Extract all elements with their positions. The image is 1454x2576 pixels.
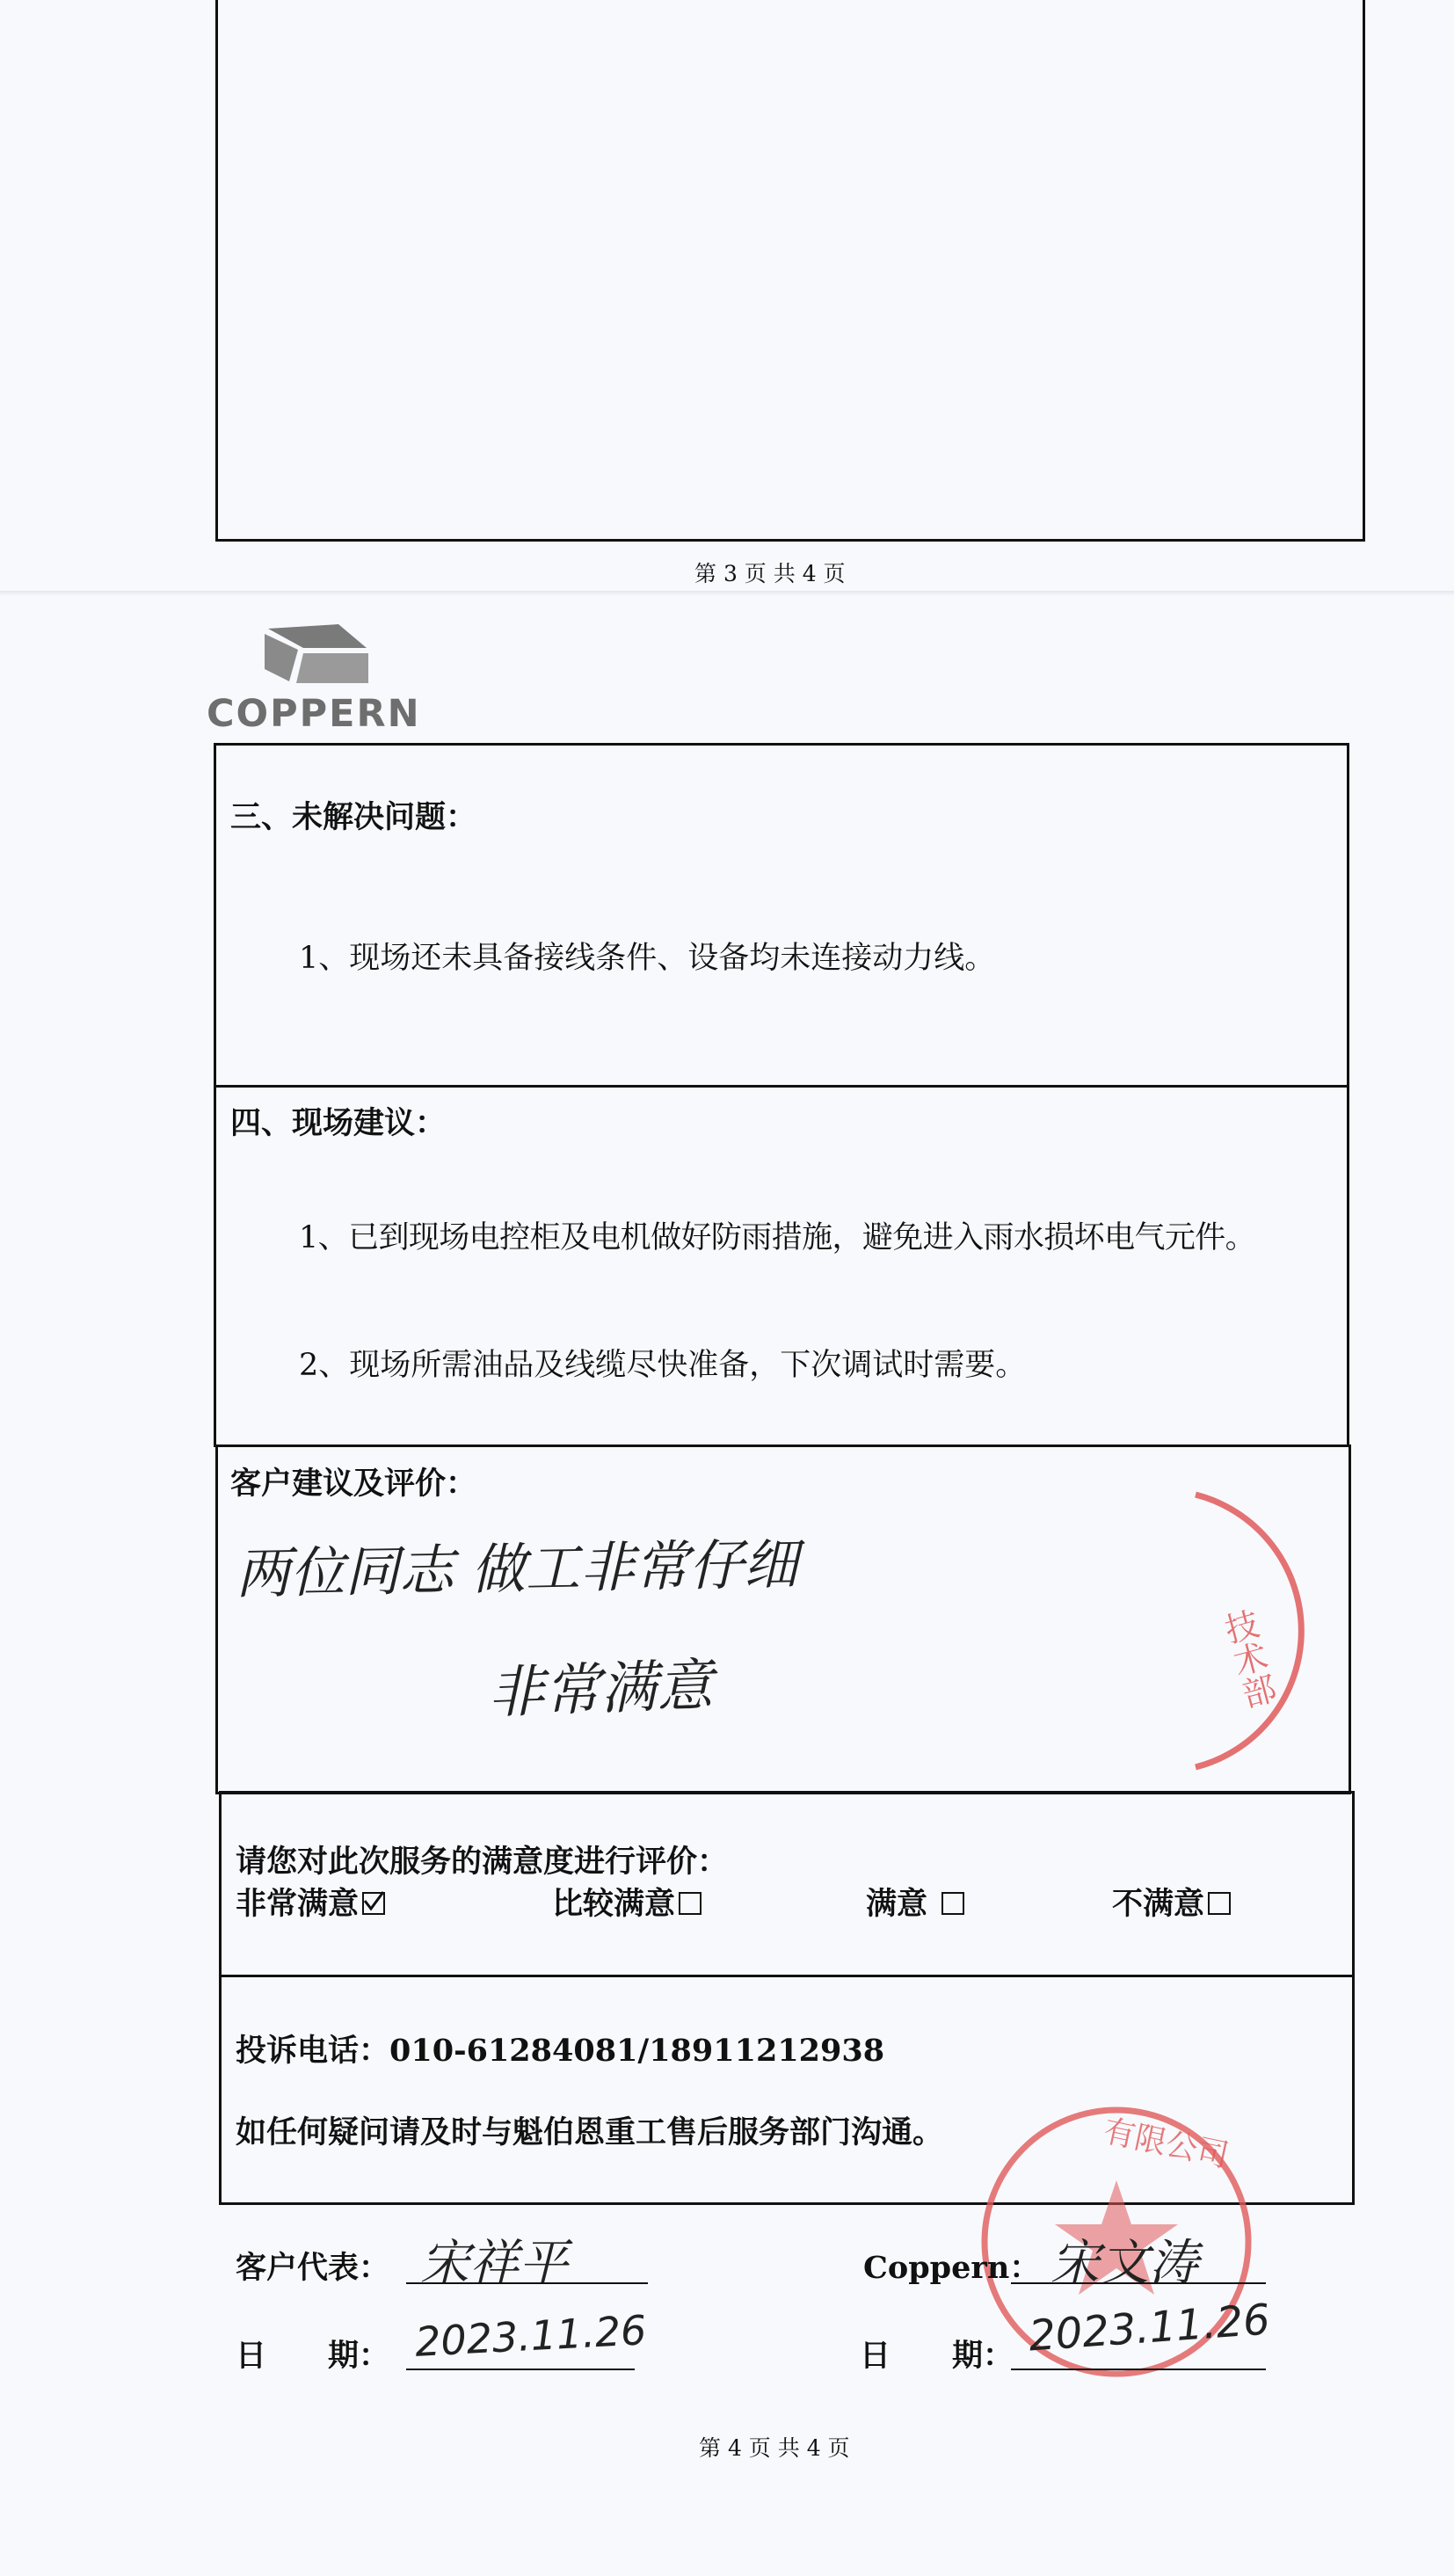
department-stamp xyxy=(1143,1486,1319,1776)
option-not-satisfied[interactable] xyxy=(1112,1880,1231,1924)
unresolved-issues-heading: 三、未解决问题： xyxy=(230,799,477,835)
checkbox-very-satisfied[interactable] xyxy=(362,1892,385,1915)
customer-rep-label: 客户代表： xyxy=(236,2250,390,2286)
checkbox-fairly-satisfied[interactable] xyxy=(679,1892,702,1915)
customer-feedback-handwriting-2: 非常满意 xyxy=(486,1653,715,1727)
customer-feedback-handwriting-1: 两位同志 做工非常仔细 xyxy=(235,1532,799,1606)
customer-rep-signature: 宋祥平 xyxy=(420,2235,568,2292)
coppern-date-label: 日 期： xyxy=(860,2338,1014,2374)
coppern-rep-line xyxy=(1011,2282,1266,2284)
page3-number: 第 3 页 共 4 页 xyxy=(694,561,846,586)
customer-date-line xyxy=(406,2369,635,2370)
coppern-logo-mark-icon xyxy=(207,620,435,699)
option-label: 非常满意 xyxy=(236,1886,360,1922)
option-label: 不满意 xyxy=(1112,1886,1205,1922)
coppern-logo xyxy=(207,620,435,739)
option-label: 比较满意 xyxy=(552,1886,676,1922)
logo-text: COPPERN xyxy=(207,692,421,736)
company-stamp-text: 有限公司 xyxy=(1100,2113,1232,2175)
unresolved-issue-item: 1、现场还未具备接线条件、设备均未连接动力线。 xyxy=(299,941,996,976)
satisfaction-question: 请您对此次服务的满意度进行评价： xyxy=(236,1844,729,1880)
page-divider-shadow xyxy=(0,591,1454,596)
page4-number: 第 4 页 共 4 页 xyxy=(699,2435,850,2461)
checkmark-icon xyxy=(362,1890,385,1913)
customer-date-value: 2023.11.26 xyxy=(413,2306,648,2366)
coppern-rep-label: Coppern： xyxy=(863,2250,1041,2286)
checkbox-not-satisfied[interactable] xyxy=(1208,1892,1231,1915)
coppern-rep-signature: 宋文涛 xyxy=(1051,2235,1198,2292)
complaint-phone-label: 投诉电话： xyxy=(236,2033,390,2069)
customer-feedback-heading: 客户建议及评价： xyxy=(230,1466,477,1502)
customer-rep-line xyxy=(406,2282,648,2284)
checkbox-satisfied[interactable] xyxy=(941,1892,964,1915)
site-suggestion-item-2: 2、现场所需油品及线缆尽快准备，下次调试时需要。 xyxy=(299,1348,1027,1383)
after-sales-note: 如任何疑问请及时与魁伯恩重工售后服务部门沟通。 xyxy=(236,2114,944,2150)
coppern-date-value: 2023.11.26 xyxy=(1027,2295,1272,2361)
option-very-satisfied[interactable] xyxy=(236,1880,385,1924)
page3-empty-box xyxy=(215,0,1365,542)
customer-date-label: 日 期： xyxy=(236,2338,390,2374)
site-suggestions-heading: 四、现场建议： xyxy=(230,1105,447,1141)
department-stamp-text: 技术部 xyxy=(1216,1605,1280,1713)
option-satisfied[interactable] xyxy=(866,1880,964,1924)
complaint-phone-numbers: 010-61284081/18911212938 xyxy=(389,2033,885,2069)
site-suggestion-item-1: 1、已到现场电控柜及电机做好防雨措施，避免进入雨水损坏电气元件。 xyxy=(299,1220,1256,1255)
coppern-date-line xyxy=(1011,2369,1266,2370)
complaint-phone xyxy=(236,2027,884,2070)
option-fairly-satisfied[interactable] xyxy=(552,1880,702,1924)
option-label: 满意 xyxy=(866,1886,928,1922)
